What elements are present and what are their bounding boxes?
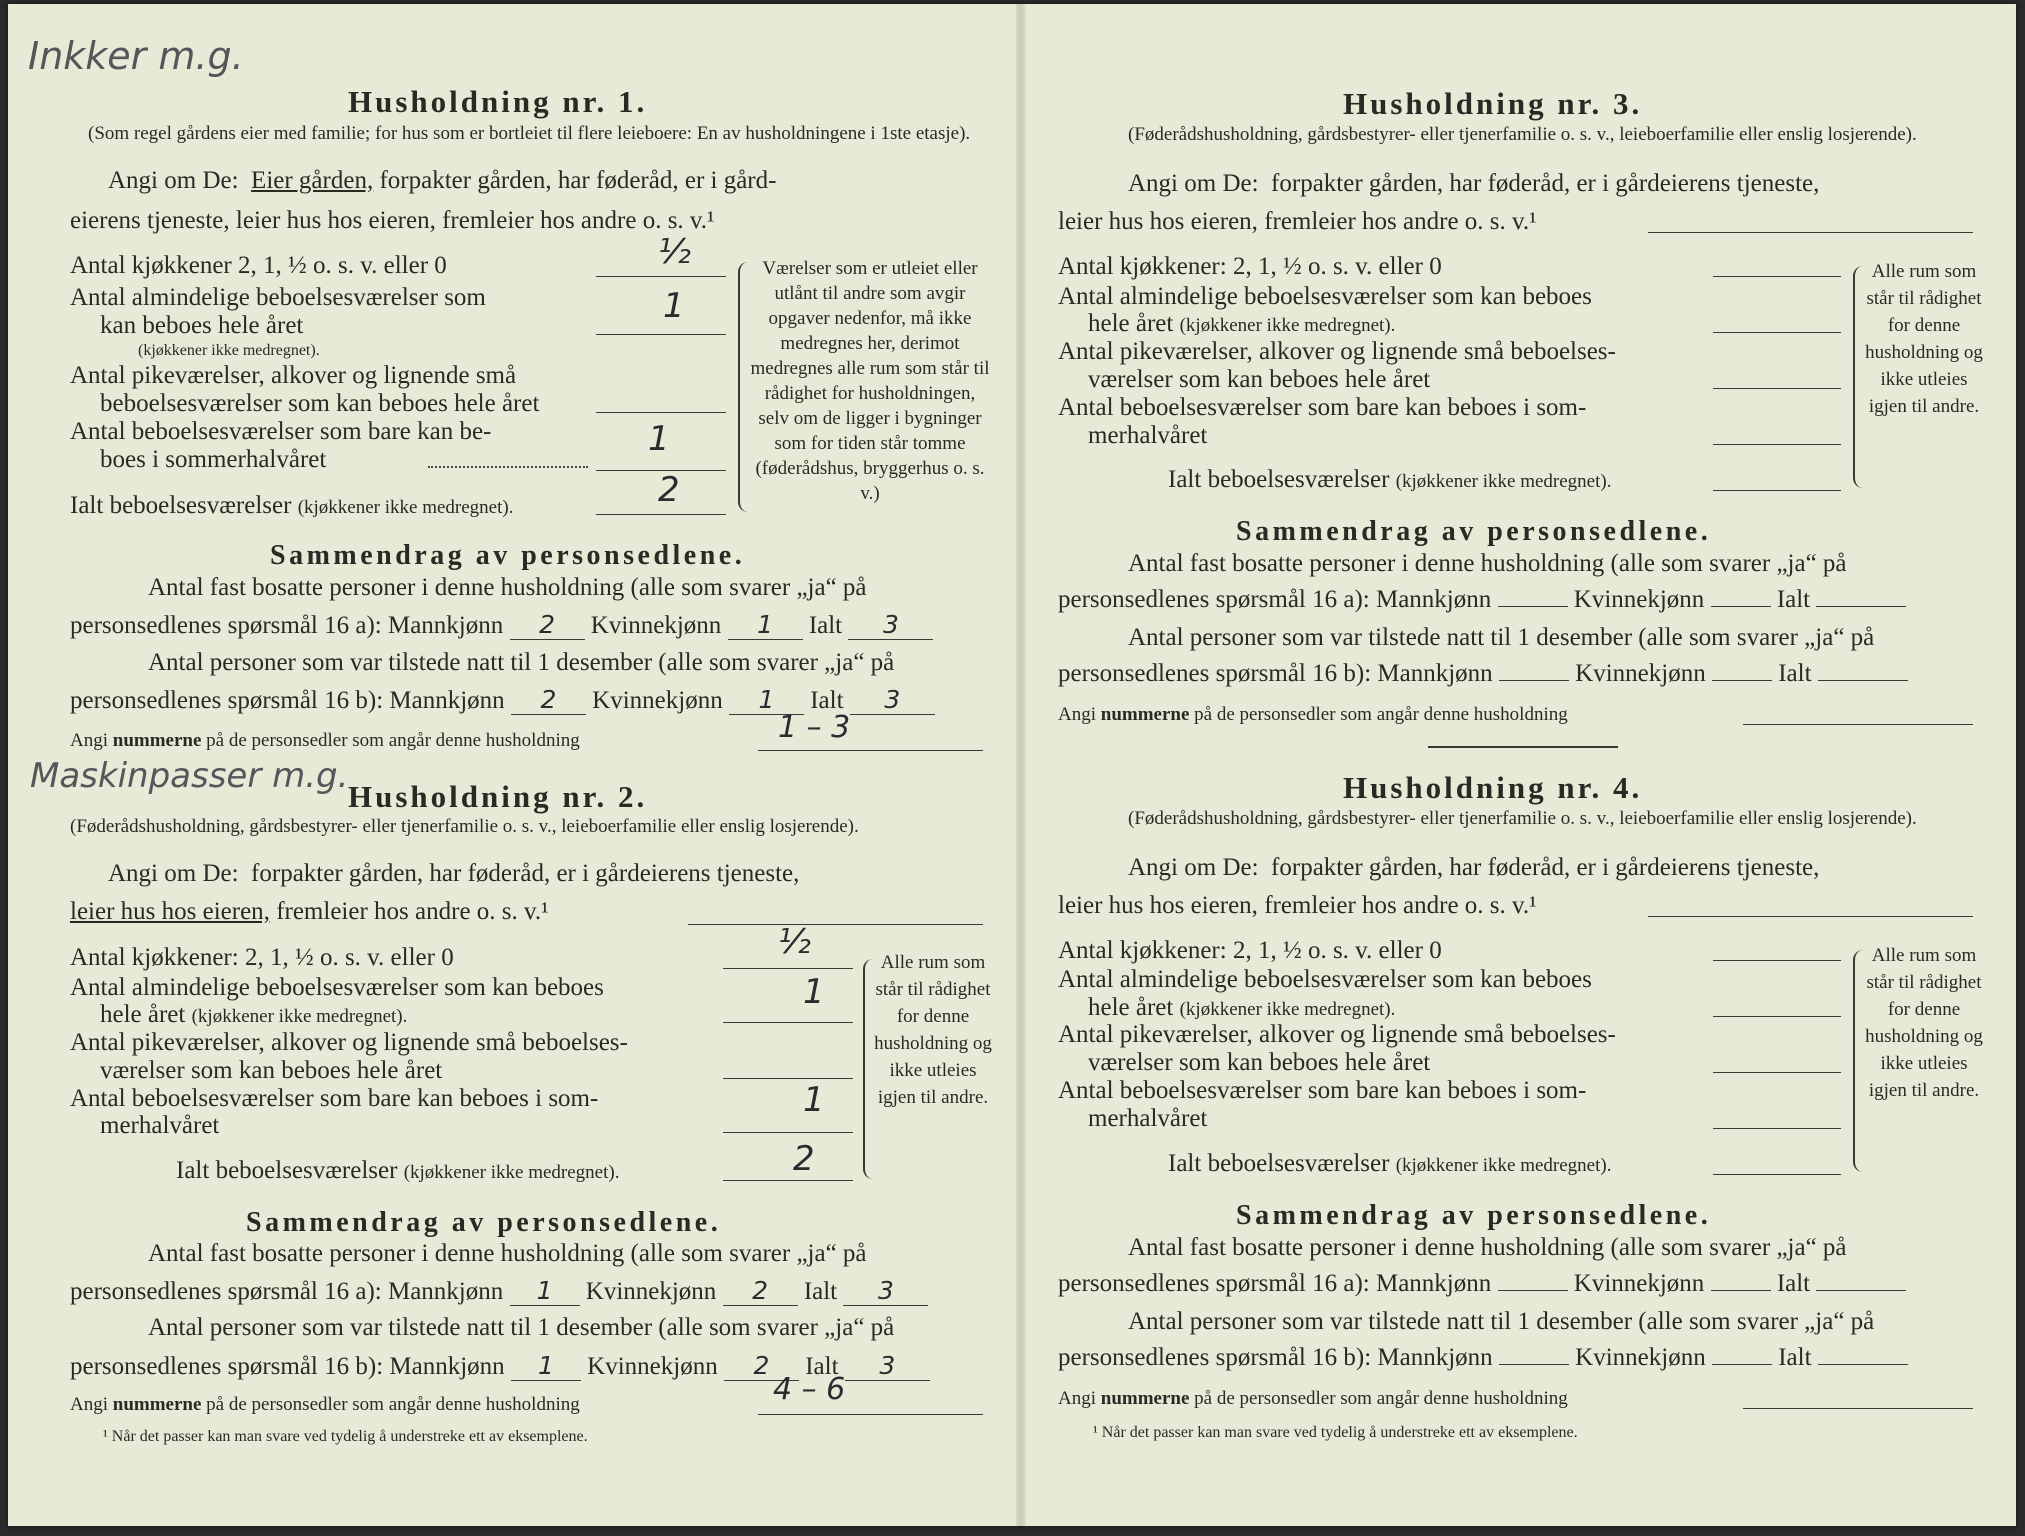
label-fast-a: Antal fast bosatte personer i denne husholdning (alle som svarer „ja“ på: [1128, 1234, 1847, 1261]
census-form-sheet: [8, 4, 2016, 1526]
field-nummerne[interactable]: [758, 1414, 983, 1415]
household-note: (Som regel gårdens eier med familie; for hus som er bortleiet til flere leieboere: En av husholdningene i 1ste etasje).: [88, 123, 971, 144]
divider: [1428, 746, 1618, 748]
field-ialt[interactable]: [596, 514, 726, 515]
angi-om-de-line-2: [1058, 892, 1537, 920]
field-sommer[interactable]: [1713, 1128, 1841, 1129]
household-note: (Føderådshusholdning, gårdsbestyrer- eller tjenerfamilie o. s. v., leieboerfamilie eller enslig losjerende).: [1128, 808, 1917, 829]
option-eier[interactable]: Eier gården,: [251, 167, 374, 194]
value-fast-mann[interactable]: 2: [510, 610, 585, 640]
label-pike-a: Antal pikeværelser, alkover og lignende små beboelses-: [1058, 1021, 1616, 1048]
field-fast-kvinne[interactable]: [1711, 606, 1771, 607]
value-til-ialt[interactable]: 3: [850, 685, 935, 715]
label-sommer-b: boes i sommerhalvåret: [100, 446, 327, 473]
value-fast-kvinne[interactable]: 2: [723, 1276, 798, 1306]
option-leier[interactable]: leier hus hos eieren,: [1058, 208, 1258, 235]
value-ialt: 2: [658, 470, 680, 510]
label-nummerne: Angi nummerne på de personsedler som angår denne husholdning: [1058, 1388, 1568, 1409]
page-fold: [1016, 4, 1026, 1526]
label-nummerne: Angi nummerne på de personsedler som angår denne husholdning: [1058, 704, 1568, 725]
field-ialt[interactable]: [723, 1180, 853, 1181]
option-fremleier[interactable]: fremleier hos andre o. s. v.¹: [442, 207, 715, 234]
handwritten-annotation: Inkker m.g.: [28, 34, 244, 78]
label-sommer-b: merhalvåret: [100, 1112, 220, 1139]
label-fast-a: Antal fast bosatte personer i denne husholdning (alle som svarer „ja“ på: [148, 574, 867, 601]
brace: [863, 959, 873, 1179]
field-pike[interactable]: [723, 1078, 853, 1079]
field-fast-kvinne[interactable]: [1711, 1290, 1771, 1291]
label-fast-a: Antal fast bosatte personer i denne husholdning (alle som svarer „ja“ på: [1128, 550, 1847, 577]
sidebar-note: Alle rum som står til rådighet for denne husholdning og ikke utleies igjen til andre.: [874, 952, 992, 1108]
field-til-kvinne[interactable]: [1712, 1364, 1772, 1365]
label-sommer-a: Antal beboelsesværelser som bare kan be-: [70, 418, 492, 445]
option-forpakter[interactable]: forpakter gården, har føderåd, er i gårdeierens tjeneste,: [251, 860, 800, 887]
field-til-kvinne[interactable]: [1712, 680, 1772, 681]
label-alm-a: Antal almindelige beboelsesværelser som: [70, 284, 486, 311]
value-fast-kvinne[interactable]: 1: [728, 610, 803, 640]
value-kjokkener: ½: [778, 922, 811, 962]
label-kjokkener: Antal kjøkkener: 2, 1, ½ o. s. v. eller 0: [1058, 253, 1442, 280]
field-alm[interactable]: [596, 334, 726, 335]
field-kjokkener[interactable]: [1713, 960, 1841, 961]
household-note: (Føderådshusholdning, gårdsbestyrer- eller tjenerfamilie o. s. v., leieboerfamilie eller enslig losjerende).: [70, 816, 859, 837]
label-sommer-b: merhalvåret: [1088, 422, 1208, 449]
field-pike[interactable]: [1713, 1072, 1841, 1073]
field-kjokkener[interactable]: [596, 276, 726, 277]
brace: [1853, 266, 1863, 488]
sammendrag-heading: Sammendrag av personsedlene.: [1236, 1200, 1712, 1231]
label-sommer-a: Antal beboelsesværelser som bare kan beboes i som-: [70, 1085, 599, 1112]
label-ialt: Ialt beboelsesværelser (kjøkkener ikke medregnet).: [176, 1157, 620, 1184]
field-nummerne[interactable]: [1743, 724, 1973, 725]
sidebar-note: Alle rum som står til rådighet for denne husholdning og ikke utleies igjen til andre.: [1865, 945, 1983, 1101]
label-pike-a: Antal pikeværelser, alkover og lignende små beboelses-: [1058, 338, 1616, 365]
label-alm-a: Antal almindelige beboelsesværelser som kan beboes: [70, 974, 604, 1001]
label-tilstede-b: personsedlenes spørsmål 16 b): Mannkjønn Kvinnekjønn Ialt: [1058, 1344, 1908, 1372]
value-fast-ialt[interactable]: 3: [843, 1276, 928, 1306]
label-tilstede-a: Antal personer som var tilstede natt til 1 desember (alle som svarer „ja“ på: [148, 649, 895, 676]
sidebar-note: Alle rum som står til rådighet for denne husholdning og ikke utleies igjen til andre.: [1865, 261, 1983, 417]
household-title: Husholdning nr. 4.: [1343, 770, 1643, 805]
value-til-ialt[interactable]: 3: [845, 1351, 930, 1381]
label-alm-b: hele året (kjøkkener ikke medregnet).: [1088, 310, 1396, 337]
angi-om-de-line-1: Angi om De: forpakter gården, har føderåd, er i gårdeierens tjeneste,: [1128, 854, 1820, 881]
angi-om-de-line-1: Angi om De: forpakter gården, har føderåd, er i gårdeierens tjeneste,: [108, 860, 800, 887]
label-tilstede-b: personsedlenes spørsmål 16 b): Mannkjønn 2 Kvinnekjønn 1 Ialt 3: [70, 685, 935, 715]
handwritten-annotation: Maskinpasser m.g.: [30, 756, 349, 796]
sammendrag-heading: Sammendrag av personsedlene.: [246, 1207, 722, 1238]
household-title: Husholdning nr. 3.: [1343, 86, 1643, 121]
label-tilstede-b: personsedlenes spørsmål 16 b): Mannkjønn 1 Kvinnekjønn 2 Ialt 3: [70, 1351, 930, 1381]
label-alm-c: (kjøkkener ikke medregnet).: [138, 342, 320, 359]
value-til-mann[interactable]: 1: [511, 1351, 581, 1381]
label-pike-b: værelser som kan beboes hele året: [1088, 1049, 1431, 1076]
field-alm[interactable]: [723, 1022, 853, 1023]
brace: [738, 262, 748, 512]
label-sommer-b: merhalvåret: [1088, 1105, 1208, 1132]
angi-om-de-line-2: [1058, 208, 1537, 236]
option-fremleier[interactable]: fremleier hos andre o. s. v.¹: [276, 898, 549, 925]
label-alm-b: kan beboes hele året: [100, 312, 304, 339]
label-pike-b: værelser som kan beboes hele året: [1088, 366, 1431, 393]
label-tilstede-a: Antal personer som var tilstede natt til 1 desember (alle som svarer „ja“ på: [148, 1314, 895, 1341]
footnote: ¹ Når det passer kan man svare ved tydelig å understreke ett av eksemplene.: [1093, 1424, 1578, 1441]
option-leier[interactable]: leier hus hos eieren,: [1058, 892, 1258, 919]
field-til-mann[interactable]: [1499, 680, 1569, 681]
label-ialt: Ialt beboelsesværelser (kjøkkener ikke medregnet).: [70, 492, 514, 519]
field-til-mann[interactable]: [1499, 1364, 1569, 1365]
label-pike-a: Antal pikeværelser, alkover og lignende små beboelses-: [70, 1029, 628, 1056]
value-fast-ialt[interactable]: 3: [848, 610, 933, 640]
field-nummerne[interactable]: [1743, 1408, 1973, 1409]
value-fast-mann[interactable]: 1: [510, 1276, 580, 1306]
sammendrag-heading: Sammendrag av personsedlene.: [1236, 516, 1712, 547]
value-ialt: 2: [793, 1139, 815, 1179]
label-sommer-a: Antal beboelsesværelser som bare kan beboes i som-: [1058, 394, 1587, 421]
label-pike-a: Antal pikeværelser, alkover og lignende små: [70, 362, 517, 389]
option-forpakter[interactable]: forpakter gården, har føderåd, er i gård-: [379, 167, 777, 194]
footnote: ¹ Når det passer kan man svare ved tydelig å understreke ett av eksemplene.: [103, 1428, 588, 1445]
household-title: Husholdning nr. 2.: [348, 779, 648, 814]
value-sommer: 1: [803, 1080, 825, 1120]
option-fremleier[interactable]: fremleier hos andre o. s. v.¹: [1264, 208, 1537, 235]
label-tilstede-b: personsedlenes spørsmål 16 b): Mannkjønn Kvinnekjønn Ialt: [1058, 660, 1908, 688]
label-kjokkener: Antal kjøkkener 2, 1, ½ o. s. v. eller 0: [70, 252, 447, 279]
field-alm[interactable]: [1713, 332, 1841, 333]
field-til-ialt[interactable]: [1818, 680, 1908, 681]
label-fast-b: personsedlenes spørsmål 16 a): Mannkjønn Kvinnekjønn Ialt: [1058, 1270, 1906, 1298]
field-pike[interactable]: [1713, 388, 1841, 389]
value-til-kvinne[interactable]: 1: [729, 685, 804, 715]
value-alm: 1: [803, 972, 825, 1012]
angi-om-de-line-1: Angi om De: forpakter gården, har føderåd, er i gårdeierens tjeneste,: [1128, 170, 1820, 197]
label-tilstede-a: Antal personer som var tilstede natt til 1 desember (alle som svarer „ja“ på: [1128, 624, 1875, 651]
field-fast-ialt[interactable]: [1816, 606, 1906, 607]
value-sommer: 1: [648, 419, 670, 459]
field-sommer[interactable]: [1713, 444, 1841, 445]
label-nummerne: Angi nummerne på de personsedler som angår denne husholdning: [70, 1394, 580, 1415]
label-fast-b: personsedlenes spørsmål 16 a): Mannkjønn 1 Kvinnekjønn 2 Ialt 3: [70, 1276, 928, 1306]
angi-om-de-line-2: [70, 898, 549, 926]
label-alm-a: Antal almindelige beboelsesværelser som kan beboes: [1058, 966, 1592, 993]
household-note: (Føderådshusholdning, gårdsbestyrer- eller tjenerfamilie o. s. v., leieboerfamilie eller enslig losjerende).: [1128, 124, 1917, 145]
field-kjokkener[interactable]: [1713, 276, 1841, 277]
field-sommer[interactable]: [723, 1132, 853, 1133]
label-nummerne: Angi nummerne på de personsedler som angår denne husholdning: [70, 730, 580, 751]
label-kjokkener: Antal kjøkkener: 2, 1, ½ o. s. v. eller 0: [70, 944, 454, 971]
label-alm-b: hele året (kjøkkener ikke medregnet).: [1088, 994, 1396, 1021]
field-pike[interactable]: [596, 412, 726, 413]
value-til-mann[interactable]: 2: [511, 685, 586, 715]
brace: [1853, 950, 1863, 1172]
value-nummerne: 4 – 6: [773, 1372, 846, 1407]
label-tilstede-a: Antal personer som var tilstede natt til 1 desember (alle som svarer „ja“ på: [1128, 1308, 1875, 1335]
field-fast-ialt[interactable]: [1816, 1290, 1906, 1291]
field-nummerne[interactable]: [758, 750, 983, 751]
label-sommer-a: Antal beboelsesværelser som bare kan beboes i som-: [1058, 1077, 1587, 1104]
label-ialt: Ialt beboelsesværelser (kjøkkener ikke medregnet).: [1168, 466, 1612, 493]
field-fast-mann[interactable]: [1498, 1290, 1568, 1291]
field-til-ialt[interactable]: [1818, 1364, 1908, 1365]
label-alm-b: hele året (kjøkkener ikke medregnet).: [100, 1001, 408, 1028]
label-pike-b: beboelsesværelser som kan beboes hele året: [100, 390, 540, 417]
label-pike-b: værelser som kan beboes hele året: [100, 1057, 443, 1084]
option-fremleier[interactable]: fremleier hos andre o. s. v.¹: [1264, 892, 1537, 919]
label-fast-a: Antal fast bosatte personer i denne husholdning (alle som svarer „ja“ på: [148, 1240, 867, 1267]
option-forpakter[interactable]: forpakter gården, har føderåd, er i gårdeierens tjeneste,: [1271, 170, 1820, 197]
value-til-kvinne[interactable]: 2: [724, 1351, 799, 1381]
field-ialt[interactable]: [1713, 1174, 1841, 1175]
value-alm: 1: [663, 286, 685, 326]
field-ialt[interactable]: [1713, 490, 1841, 491]
label-fast-b: personsedlenes spørsmål 16 a): Mannkjønn Kvinnekjønn Ialt: [1058, 586, 1906, 614]
option-leier[interactable]: leier hus hos eieren,: [235, 207, 436, 234]
field-alm[interactable]: [1713, 1016, 1841, 1017]
label-fast-b: personsedlenes spørsmål 16 a): Mannkjønn 2 Kvinnekjønn 1 Ialt 3: [70, 610, 933, 640]
angi-om-de-line-2: eierens tjeneste, leier hus hos eieren, fremleier hos andre o. s. v.¹: [70, 207, 715, 234]
label-ialt: Ialt beboelsesværelser (kjøkkener ikke medregnet).: [1168, 1150, 1612, 1177]
sidebar-note: Værelser som er utleiet eller utlånt til andre som avgir opgaver nedenfor, må ikke medregnes her, derimot medregnes alle rum som står til rådighet for husholdningen, selv om de ligger i bygninger som for tiden står tomme (føderådshus, bryggerhus o. s. v.): [750, 258, 990, 504]
field-fast-mann[interactable]: [1498, 606, 1568, 607]
household-title: Husholdning nr. 1.: [348, 84, 648, 119]
option-leier[interactable]: leier hus hos eieren,: [70, 898, 270, 925]
option-forpakter[interactable]: forpakter gården, har føderåd, er i gårdeierens tjeneste,: [1271, 854, 1820, 881]
sammendrag-heading: Sammendrag av personsedlene.: [270, 540, 746, 571]
value-nummerne: 1 – 3: [778, 710, 851, 745]
angi-om-de-line-1: Angi om De: Eier gården, forpakter gården, har føderåd, er i gård-: [108, 167, 777, 194]
value-kjokkener: ½: [658, 232, 691, 272]
label-kjokkener: Antal kjøkkener: 2, 1, ½ o. s. v. eller 0: [1058, 937, 1442, 964]
label-alm-a: Antal almindelige beboelsesværelser som kan beboes: [1058, 283, 1592, 310]
field-kjokkener[interactable]: [723, 968, 853, 969]
